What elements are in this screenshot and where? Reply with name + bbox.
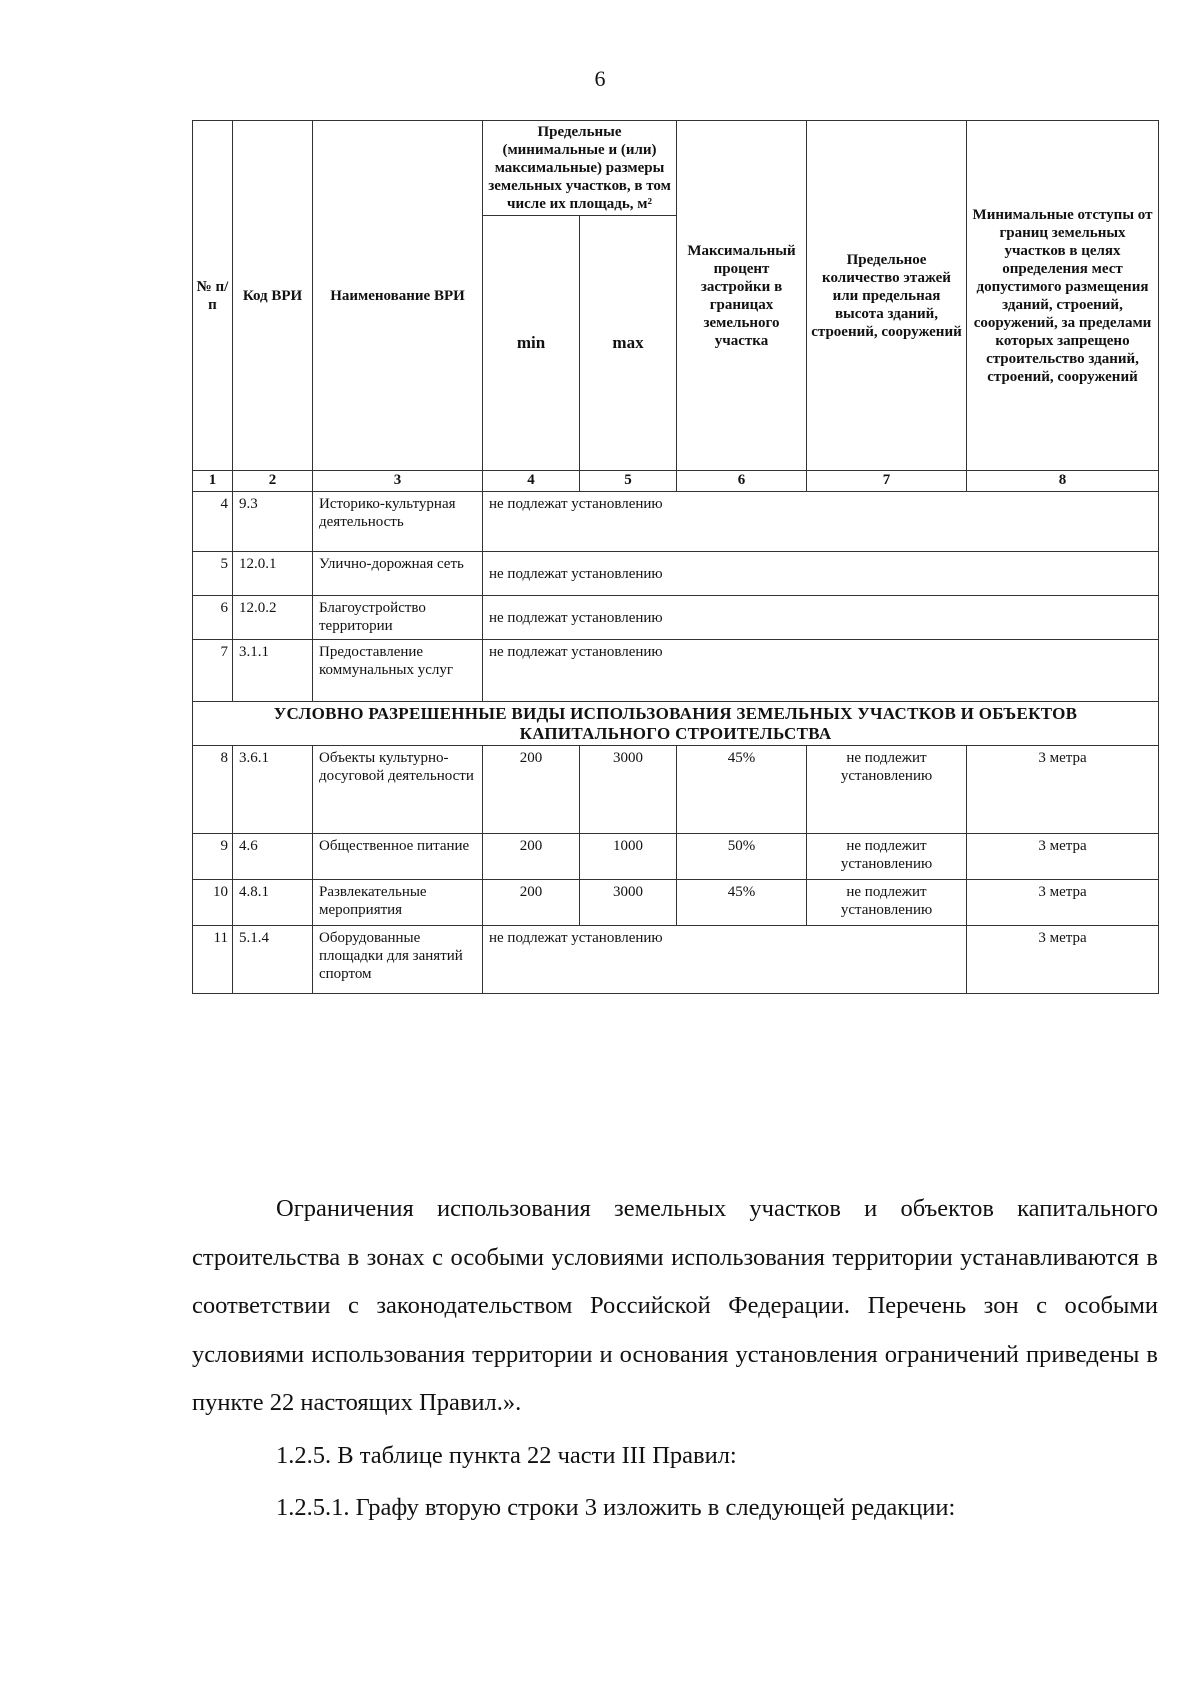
row-code: 12.0.2: [233, 596, 313, 640]
row-setback: 3 метра: [967, 746, 1159, 834]
row-floors: не подлежит установлению: [807, 834, 967, 880]
section-row: [193, 702, 1159, 746]
row-note: не подлежат установлению: [483, 640, 1159, 702]
row-floors: не подлежит установлению: [807, 746, 967, 834]
row-code: 3.1.1: [233, 640, 313, 702]
row-coverage: 45%: [677, 880, 807, 926]
row-number: 5: [193, 552, 233, 596]
restrictions-paragraph: Ограничения использования земельных участков и объектов капитального строительства в зонах с особыми условиями использования территории устанавливаются в соответствии с законодательством Российской Федерации. Перечень зон с особыми условиями использования территории и основания установления ограничений приведены в пункте 22 настоящих Правил.».: [192, 1195, 1158, 1416]
item-1-2-5: 1.2.5. В таблице пункта 22 части III Правил:: [276, 1441, 737, 1469]
row-name: Объекты культурно-досуговой деятельности: [313, 746, 483, 834]
row-setback: 3 метра: [967, 926, 1159, 994]
row-min: 200: [483, 880, 580, 926]
row-number: 6: [193, 596, 233, 640]
row-number: 7: [193, 640, 233, 702]
header-coverage: Максимальный процент застройки в границах земельного участка: [677, 121, 807, 471]
column-number: 3: [313, 471, 483, 492]
row-name: Развлекательные мероприятия: [313, 880, 483, 926]
row-number: 10: [193, 880, 233, 926]
row-name: Историко-культурная деятельность: [313, 492, 483, 552]
row-note: не подлежат установлению: [483, 492, 1159, 552]
row-coverage: 45%: [677, 746, 807, 834]
row-max: 3000: [580, 880, 677, 926]
header-code: Код ВРИ: [233, 121, 313, 471]
page-number: 6: [594, 66, 606, 91]
header-max: max: [580, 216, 677, 471]
row-note: не подлежат установлению: [483, 596, 1159, 640]
row-max: 1000: [580, 834, 677, 880]
row-min: 200: [483, 746, 580, 834]
row-code: 4.8.1: [233, 880, 313, 926]
row-note: не подлежат установлению: [483, 926, 967, 994]
body-text: [192, 1185, 1158, 1533]
land-use-table: [192, 120, 1159, 994]
row-max: 3000: [580, 746, 677, 834]
column-number: 8: [967, 471, 1159, 492]
row-name: Благоустройство территории: [313, 596, 483, 640]
header-size-group: Предельные (минимальные и (или) максимальные) размеры земельных участков, в том числе их площадь, м²: [483, 121, 677, 216]
row-code: 5.1.4: [233, 926, 313, 994]
row-number: 11: [193, 926, 233, 994]
header-floors: Предельное количество этажей или предельная высота зданий, строений, сооружений: [807, 121, 967, 471]
column-number: 2: [233, 471, 313, 492]
row-coverage: 50%: [677, 834, 807, 880]
table-row: [193, 880, 1159, 926]
row-name: Общественное питание: [313, 834, 483, 880]
row-min: 200: [483, 834, 580, 880]
table-row: [193, 492, 1159, 552]
header-setback: Минимальные отступы от границ земельных участков в целях определения мест допустимого размещения зданий, строений, сооружений, за пределами которых запрещено строительство зданий, строений, сооружений: [967, 121, 1159, 471]
item-1-2-5-1: 1.2.5.1. Графу вторую строки 3 изложить в следующей редакции:: [276, 1494, 956, 1521]
row-name: Предоставление коммунальных услуг: [313, 640, 483, 702]
row-code: 3.6.1: [233, 746, 313, 834]
column-number: 6: [677, 471, 807, 492]
row-name: Оборудованные площадки для занятий спортом: [313, 926, 483, 994]
table-row: [193, 746, 1159, 834]
table-row: [193, 926, 1159, 994]
column-number: 5: [580, 471, 677, 492]
column-number-row: [193, 471, 1159, 492]
table-row: [193, 596, 1159, 640]
row-code: 9.3: [233, 492, 313, 552]
table-row: [193, 834, 1159, 880]
row-number: 8: [193, 746, 233, 834]
row-name: Улично-дорожная сеть: [313, 552, 483, 596]
row-note: не подлежат установлению: [483, 552, 1159, 596]
row-number: 9: [193, 834, 233, 880]
section-title: УСЛОВНО РАЗРЕШЕННЫЕ ВИДЫ ИСПОЛЬЗОВАНИЯ ЗЕМЕЛЬНЫХ УЧАСТКОВ И ОБЪЕКТОВ КАПИТАЛЬНОГО СТРОИТЕЛЬСТВА: [193, 702, 1159, 746]
table-row: [193, 640, 1159, 702]
row-setback: 3 метра: [967, 834, 1159, 880]
column-number: 7: [807, 471, 967, 492]
row-setback: 3 метра: [967, 880, 1159, 926]
column-number: 4: [483, 471, 580, 492]
header-name: Наименование ВРИ: [313, 121, 483, 471]
table-row: [193, 552, 1159, 596]
row-number: 4: [193, 492, 233, 552]
row-code: 12.0.1: [233, 552, 313, 596]
column-number: 1: [193, 471, 233, 492]
header-min: min: [483, 216, 580, 471]
row-floors: не подлежит установлению: [807, 880, 967, 926]
row-code: 4.6: [233, 834, 313, 880]
header-num: № п/п: [193, 121, 233, 471]
